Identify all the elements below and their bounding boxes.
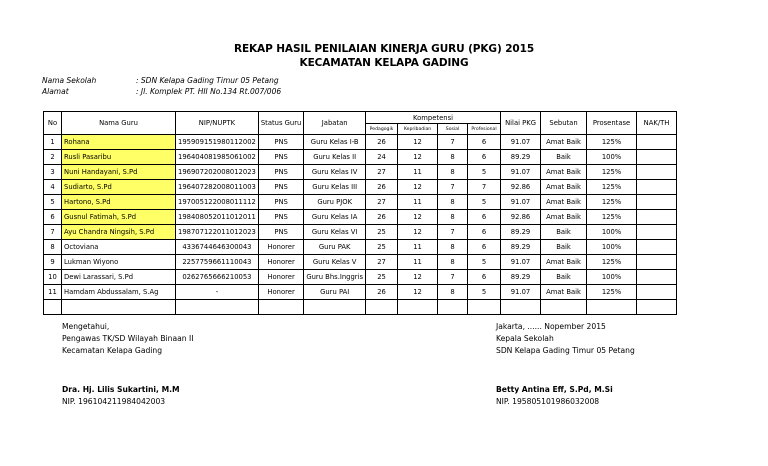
cell-nip: 4336744646300043 bbox=[176, 240, 259, 255]
cell-profesional: 7 bbox=[468, 180, 501, 195]
cell-nama: Lukman Wiyono bbox=[62, 255, 176, 270]
cell-nilai: 91.07 bbox=[501, 135, 541, 150]
signatory-left bbox=[62, 384, 180, 408]
empty-cell bbox=[438, 300, 468, 315]
col-header-nip: NIP/NUPTK bbox=[176, 112, 259, 135]
sign-left-line1: Mengetahui, bbox=[62, 322, 110, 331]
cell-jabatan: Guru Kelas V bbox=[304, 255, 366, 270]
table-row bbox=[44, 225, 677, 240]
sign-right-line1: Jakarta, ...... Nopember 2015 bbox=[496, 322, 606, 331]
empty-cell bbox=[62, 300, 176, 315]
cell-prosentase: 125% bbox=[587, 255, 637, 270]
cell-sosial: 8 bbox=[438, 240, 468, 255]
cell-jabatan: Guru PAI bbox=[304, 285, 366, 300]
cell-sebutan: Amat Baik bbox=[541, 210, 587, 225]
cell-status: PNS bbox=[258, 225, 304, 240]
cell-pedagogik: 26 bbox=[366, 135, 398, 150]
col-header-sebutan: Sebutan bbox=[541, 112, 587, 135]
cell-prosentase: 125% bbox=[587, 135, 637, 150]
cell-nama: Dewi Larassari, S.Pd bbox=[62, 270, 176, 285]
cell-sebutan: Amat Baik bbox=[541, 135, 587, 150]
cell-nama: Gusnul Fatimah, S.Pd bbox=[62, 210, 176, 225]
col-header-no: No bbox=[44, 112, 62, 135]
cell-pedagogik: 27 bbox=[366, 195, 398, 210]
table-row bbox=[44, 150, 677, 165]
cell-profesional: 6 bbox=[468, 240, 501, 255]
table-row bbox=[44, 255, 677, 270]
cell-profesional: 6 bbox=[468, 225, 501, 240]
cell-pedagogik: 25 bbox=[366, 240, 398, 255]
cell-nilai: 91.07 bbox=[501, 255, 541, 270]
cell-jabatan: Guru PAK bbox=[304, 240, 366, 255]
cell-status: PNS bbox=[258, 165, 304, 180]
empty-cell bbox=[587, 300, 637, 315]
sub-header-kepribadian: Kepribadian bbox=[398, 124, 438, 135]
cell-prosentase: 125% bbox=[587, 165, 637, 180]
cell-status: PNS bbox=[258, 195, 304, 210]
cell-no: 3 bbox=[44, 165, 62, 180]
cell-kepribadian: 12 bbox=[398, 150, 438, 165]
col-header-nak: NAK/TH bbox=[637, 112, 677, 135]
cell-nilai: 91.07 bbox=[501, 165, 541, 180]
empty-cell bbox=[637, 300, 677, 315]
cell-sebutan: Baik bbox=[541, 270, 587, 285]
report-title: REKAP HASIL PENILAIAN KINERJA GURU (PKG) 2015 bbox=[233, 43, 535, 55]
sub-header-sosial: Sosial bbox=[438, 124, 468, 135]
cell-no: 11 bbox=[44, 285, 62, 300]
cell-sosial: 7 bbox=[438, 180, 468, 195]
empty-cell bbox=[541, 300, 587, 315]
cell-sebutan: Amat Baik bbox=[541, 165, 587, 180]
table-body bbox=[44, 135, 677, 315]
cell-nak bbox=[637, 135, 677, 150]
cell-prosentase: 125% bbox=[587, 285, 637, 300]
cell-nama: Hartono, S.Pd bbox=[62, 195, 176, 210]
cell-no: 4 bbox=[44, 180, 62, 195]
cell-jabatan: Guru Kelas VI bbox=[304, 225, 366, 240]
cell-pedagogik: 26 bbox=[366, 180, 398, 195]
col-header-jabatan: Jabatan bbox=[304, 112, 366, 135]
empty-cell bbox=[398, 300, 438, 315]
cell-pedagogik: 25 bbox=[366, 270, 398, 285]
school-name-label: Nama Sekolah bbox=[42, 76, 97, 85]
cell-sosial: 8 bbox=[438, 285, 468, 300]
cell-jabatan: Guru Kelas II bbox=[304, 150, 366, 165]
cell-kepribadian: 11 bbox=[398, 195, 438, 210]
cell-nama: Ayu Chandra Ningsih, S.Pd bbox=[62, 225, 176, 240]
address-label: Alamat bbox=[42, 87, 69, 96]
table-row bbox=[44, 195, 677, 210]
cell-sebutan: Baik bbox=[541, 240, 587, 255]
empty-cell bbox=[258, 300, 304, 315]
cell-profesional: 6 bbox=[468, 210, 501, 225]
sign-left-name: Dra. Hj. Lilis Sukartini, M.M bbox=[62, 385, 180, 394]
table-row bbox=[44, 135, 677, 150]
cell-nak bbox=[637, 180, 677, 195]
cell-profesional: 5 bbox=[468, 285, 501, 300]
cell-prosentase: 100% bbox=[587, 150, 637, 165]
cell-no: 7 bbox=[44, 225, 62, 240]
cell-sosial: 7 bbox=[438, 270, 468, 285]
cell-kepribadian: 12 bbox=[398, 225, 438, 240]
cell-nip: - bbox=[176, 285, 259, 300]
cell-nak bbox=[637, 150, 677, 165]
col-header-kompetensi: Kompetensi bbox=[366, 112, 501, 124]
cell-profesional: 5 bbox=[468, 255, 501, 270]
cell-sosial: 8 bbox=[438, 165, 468, 180]
table-row bbox=[44, 180, 677, 195]
cell-prosentase: 125% bbox=[587, 195, 637, 210]
cell-pedagogik: 26 bbox=[366, 210, 398, 225]
sign-left-line3: Kecamatan Kelapa Gading bbox=[62, 346, 163, 355]
sub-header-pedagogik: Pedagogik bbox=[366, 124, 398, 135]
pkg-recap-table bbox=[43, 111, 677, 315]
cell-prosentase: 100% bbox=[587, 270, 637, 285]
sign-right-line3: SDN Kelapa Gading Timur 05 Petang bbox=[496, 346, 635, 355]
report-subtitle: KECAMATAN KELAPA GADING bbox=[299, 57, 469, 69]
school-name-value: : SDN Kelapa Gading Timur 05 Petang bbox=[136, 76, 279, 85]
cell-no: 10 bbox=[44, 270, 62, 285]
cell-nip: 195909151980112002 bbox=[176, 135, 259, 150]
table-row bbox=[44, 165, 677, 180]
cell-nip: 197005122008011112 bbox=[176, 195, 259, 210]
cell-pedagogik: 27 bbox=[366, 165, 398, 180]
cell-nilai: 91.07 bbox=[501, 195, 541, 210]
cell-nak bbox=[637, 285, 677, 300]
cell-kepribadian: 11 bbox=[398, 165, 438, 180]
col-header-prosentase: Prosentase bbox=[587, 112, 637, 135]
cell-sebutan: Amat Baik bbox=[541, 255, 587, 270]
sign-right-name: Betty Antina Eff, S.Pd, M.Si bbox=[496, 385, 613, 394]
cell-nilai: 92.86 bbox=[501, 210, 541, 225]
cell-nip: 0262765666210053 bbox=[176, 270, 259, 285]
cell-nilai: 91.07 bbox=[501, 285, 541, 300]
cell-status: Honorer bbox=[258, 285, 304, 300]
col-header-nama: Nama Guru bbox=[62, 112, 176, 135]
cell-nip: 198408052011012011 bbox=[176, 210, 259, 225]
header-row bbox=[44, 112, 677, 124]
empty-cell bbox=[366, 300, 398, 315]
cell-kepribadian: 12 bbox=[398, 210, 438, 225]
cell-no: 8 bbox=[44, 240, 62, 255]
sign-right-line2: Kepala Sekolah bbox=[496, 334, 554, 343]
sign-left-nip: NIP. 196104211984042003 bbox=[62, 397, 166, 406]
cell-nip: 196404081985061002 bbox=[176, 150, 259, 165]
cell-sosial: 8 bbox=[438, 195, 468, 210]
cell-nama: Nuni Handayani, S.Pd bbox=[62, 165, 176, 180]
empty-cell bbox=[468, 300, 501, 315]
cell-jabatan: Guru Kelas IV bbox=[304, 165, 366, 180]
cell-nak bbox=[637, 270, 677, 285]
cell-profesional: 5 bbox=[468, 165, 501, 180]
cell-sosial: 8 bbox=[438, 210, 468, 225]
cell-kepribadian: 12 bbox=[398, 180, 438, 195]
empty-cell bbox=[501, 300, 541, 315]
cell-pedagogik: 24 bbox=[366, 150, 398, 165]
col-header-status: Status Guru bbox=[258, 112, 304, 135]
cell-kepribadian: 12 bbox=[398, 285, 438, 300]
empty-cell bbox=[44, 300, 62, 315]
cell-sosial: 8 bbox=[438, 150, 468, 165]
address-row bbox=[42, 87, 281, 96]
cell-pedagogik: 26 bbox=[366, 285, 398, 300]
cell-status: PNS bbox=[258, 210, 304, 225]
signature-left bbox=[62, 321, 194, 357]
cell-nip: 196407282008011003 bbox=[176, 180, 259, 195]
cell-jabatan: Guru Kelas III bbox=[304, 180, 366, 195]
cell-jabatan: Guru PJOK bbox=[304, 195, 366, 210]
cell-status: Honorer bbox=[258, 255, 304, 270]
cell-status: PNS bbox=[258, 135, 304, 150]
cell-nak bbox=[637, 210, 677, 225]
cell-status: Honorer bbox=[258, 240, 304, 255]
cell-sebutan: Baik bbox=[541, 225, 587, 240]
cell-nak bbox=[637, 255, 677, 270]
empty-cell bbox=[304, 300, 366, 315]
cell-jabatan: Guru Bhs.Inggris bbox=[304, 270, 366, 285]
cell-sebutan: Baik bbox=[541, 150, 587, 165]
cell-prosentase: 100% bbox=[587, 240, 637, 255]
cell-prosentase: 100% bbox=[587, 225, 637, 240]
cell-no: 2 bbox=[44, 150, 62, 165]
signature-right bbox=[496, 321, 635, 357]
empty-row bbox=[44, 300, 677, 315]
cell-sosial: 8 bbox=[438, 255, 468, 270]
cell-status: PNS bbox=[258, 150, 304, 165]
cell-nama: Sudiarto, S.Pd bbox=[62, 180, 176, 195]
cell-prosentase: 125% bbox=[587, 180, 637, 195]
cell-no: 1 bbox=[44, 135, 62, 150]
cell-nama: Octoviana bbox=[62, 240, 176, 255]
cell-nama: Rohana bbox=[62, 135, 176, 150]
cell-profesional: 6 bbox=[468, 150, 501, 165]
table-row bbox=[44, 270, 677, 285]
cell-no: 6 bbox=[44, 210, 62, 225]
address-value: : Jl. Komplek PT. HII No.134 Rt.007/006 bbox=[136, 87, 282, 96]
cell-pedagogik: 27 bbox=[366, 255, 398, 270]
table-row bbox=[44, 210, 677, 225]
cell-jabatan: Guru Kelas I-B bbox=[304, 135, 366, 150]
col-header-nilai: Nilai PKG bbox=[501, 112, 541, 135]
cell-nilai: 89.29 bbox=[501, 150, 541, 165]
cell-nip: 196907202008012023 bbox=[176, 165, 259, 180]
cell-nak bbox=[637, 240, 677, 255]
cell-nilai: 89.29 bbox=[501, 225, 541, 240]
cell-jabatan: Guru Kelas IA bbox=[304, 210, 366, 225]
cell-pedagogik: 25 bbox=[366, 225, 398, 240]
cell-sebutan: Amat Baik bbox=[541, 285, 587, 300]
cell-kepribadian: 11 bbox=[398, 255, 438, 270]
cell-nilai: 92.86 bbox=[501, 180, 541, 195]
cell-status: Honorer bbox=[258, 270, 304, 285]
cell-nama: Rusli Pasaribu bbox=[62, 150, 176, 165]
cell-nak bbox=[637, 225, 677, 240]
cell-no: 5 bbox=[44, 195, 62, 210]
sign-right-nip: NIP. 195805101986032008 bbox=[496, 397, 600, 406]
school-name-row bbox=[42, 76, 279, 85]
sub-header-profesional: Profesional bbox=[468, 124, 501, 135]
cell-status: PNS bbox=[258, 180, 304, 195]
cell-kepribadian: 12 bbox=[398, 135, 438, 150]
cell-no: 9 bbox=[44, 255, 62, 270]
sign-left-line2: Pengawas TK/SD Wilayah Binaan II bbox=[62, 334, 194, 343]
cell-nilai: 89.29 bbox=[501, 270, 541, 285]
cell-nip: 198707122011012023 bbox=[176, 225, 259, 240]
cell-kepribadian: 11 bbox=[398, 240, 438, 255]
cell-profesional: 5 bbox=[468, 195, 501, 210]
cell-nak bbox=[637, 195, 677, 210]
table-row bbox=[44, 285, 677, 300]
cell-nama: Hamdam Abdussalam, S.Ag bbox=[62, 285, 176, 300]
empty-cell bbox=[176, 300, 259, 315]
signatory-right bbox=[496, 384, 613, 408]
cell-nip: 2257759661110043 bbox=[176, 255, 259, 270]
cell-kepribadian: 12 bbox=[398, 270, 438, 285]
cell-sebutan: Amat Baik bbox=[541, 180, 587, 195]
table-row bbox=[44, 240, 677, 255]
cell-nak bbox=[637, 165, 677, 180]
cell-nilai: 89.29 bbox=[501, 240, 541, 255]
cell-profesional: 6 bbox=[468, 270, 501, 285]
cell-sebutan: Amat Baik bbox=[541, 195, 587, 210]
cell-profesional: 6 bbox=[468, 135, 501, 150]
cell-prosentase: 125% bbox=[587, 210, 637, 225]
cell-sosial: 7 bbox=[438, 225, 468, 240]
cell-sosial: 7 bbox=[438, 135, 468, 150]
